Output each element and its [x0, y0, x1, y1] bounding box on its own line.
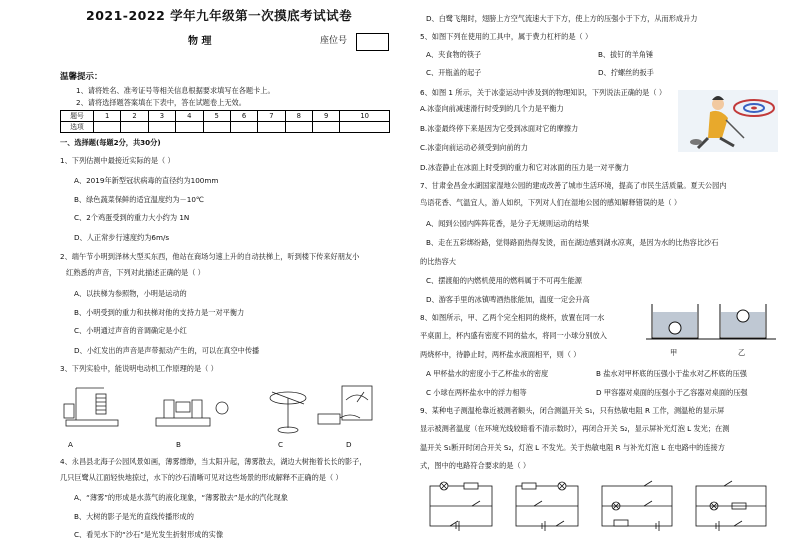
curling-player-illustration: [678, 90, 778, 152]
table-number-cell: 9: [313, 111, 340, 122]
q4-stem-line1: 4、永昌县北海子公园风景如画，薄雾缥缈，当太阳升起，薄雾散去，湖边大树拖着长长的影子，: [60, 457, 367, 466]
q4-option-a: A、“薄雾”的形成是水蒸气的液化现象，“薄雾散去”是水的汽化现象: [74, 493, 288, 502]
circuit-d: [696, 481, 766, 531]
q9-stem-line2: 显示被测者温度（在环境光线较暗看不清示数时），再闭合开关 S₂，显示屏补光灯泡 L 发光；在测: [420, 424, 730, 433]
q9-stem-line1: 9、某种电子测温枪靠近被测者额头，闭合测温开关 S₁，只有热敏电阻 R 工作，测温枪的显示屏: [420, 406, 725, 415]
answer-table-number-row: [61, 111, 390, 122]
seat-number-box[interactable]: [356, 33, 389, 51]
table-number-cell: 2: [121, 111, 148, 122]
q4-option-c: C、看见水下的“沙石”是光发生折射形成的实像: [74, 530, 224, 539]
q4-stem-line2: 几只巨鹭从江面轻快地掠过，水下的沙石清晰可见对这些场景的形成解释不正确的是（ ）: [60, 473, 343, 482]
table-number-cell: 3: [148, 111, 175, 122]
q9-stem-line3: 温开关 S₁断开时闭合开关 S₂，灯泡 L 不发光。关于热敏电阻 R 与补光灯泡 L 在电路中的连接方: [420, 443, 725, 452]
q8-option-a: A 甲杯盐水的密度小于乙杯盐水的密度: [426, 369, 549, 378]
circuit-a: [430, 482, 492, 531]
q5-option-d: D、拧螺丝的扳手: [598, 68, 654, 77]
q3-experiment-figures: [60, 380, 400, 438]
right-column: [420, 0, 780, 560]
q1-option-a: A、2019年新型冠状病毒的直径约为100mm: [74, 176, 219, 185]
answer-cell[interactable]: [285, 122, 312, 133]
exam-title: 2021-2022 学年九年级第一次摸底考试试卷: [86, 8, 353, 23]
answer-table: [60, 110, 390, 133]
answer-cell[interactable]: [176, 122, 203, 133]
answer-cell[interactable]: [258, 122, 285, 133]
seat-number-label: 座位号: [320, 36, 348, 46]
answer-cell[interactable]: [148, 122, 175, 133]
answer-cell[interactable]: [121, 122, 148, 133]
q5-option-a: A、夹食物的筷子: [426, 50, 482, 59]
subject-label: 物 理: [188, 36, 212, 47]
q7-option-c: C、摆渡船的内燃机使用的燃料属于不可再生能源: [426, 276, 582, 285]
q8-beakers-figure: [646, 300, 778, 344]
q4-option-d: D、白鹭飞翔时，翅膀上方空气流速大于下方，使上方的压强小于下方，从而形成升力: [426, 14, 698, 23]
q6-option-c: C.冰壶向前运动必须受到向前的力: [420, 143, 528, 152]
q9-circuit-diagrams: [424, 478, 774, 538]
table-number-cell: 8: [285, 111, 312, 122]
table-number-cell: 7: [258, 111, 285, 122]
q5-stem: 5、如图下列在使用的工具中，属于费力杠杆的是（ ）: [420, 32, 593, 41]
q2-option-b: B、小明受到的重力和扶梯对他的支持力是一对平衡力: [74, 308, 245, 317]
q2-option-d: D、小红发出的声音是声带振动产生的，可以在真空中传播: [74, 346, 260, 355]
answer-cell[interactable]: [313, 122, 340, 133]
answer-table-option-row: [61, 122, 390, 133]
q7-option-a: A、闻到公园内阵阵花香，是分子无规则运动的结果: [426, 219, 590, 228]
circuit-b: [516, 482, 578, 531]
q2-option-a: A、以扶梯为参照物，小明是运动的: [74, 289, 187, 298]
table-number-cell: 10: [340, 111, 390, 122]
beaker-yi: [720, 304, 766, 338]
q3-figure-c: [270, 392, 306, 433]
answer-cell[interactable]: [203, 122, 230, 133]
q8-option-c: C 小球在两杯盐水中的浮力相等: [426, 388, 527, 397]
q8-option-d: D 甲容器对桌面的压强小于乙容器对桌面的压强: [596, 388, 748, 397]
q7-option-b-line1: B、走在五彩绑纷路，觉得路面热得发烫，而在湖边感到湖水凉爽，是因为水的比热容比沙石: [426, 238, 719, 247]
q5-option-b: B、拔钉的羊角锤: [598, 50, 654, 59]
q8-label-jia: 甲: [670, 348, 678, 357]
q9-stem-line4: 式，图中的电路符合要求的是（ ）: [420, 461, 531, 470]
table-number-cell: 6: [230, 111, 257, 122]
q2-stem-line1: 2、端午节小明到泽林大型买东西，他站在商场匀速上升的自动扶梯上，听到楼下传来好朋友小: [60, 252, 360, 261]
section-heading: 一、选择题(每题2分，共30分): [60, 138, 161, 147]
q3-label-a: A: [68, 440, 73, 449]
table-number-cell: 5: [203, 111, 230, 122]
q7-stem-line2: 鸟语花香、气温宜人，游人如织，下列对人们在湿地公园的感知解释错误的是（ ）: [420, 198, 682, 207]
q3-figure-a: [64, 388, 118, 426]
table-number-cell: 4: [176, 111, 203, 122]
q7-stem-line1: 7、甘肃金昌金水湖国家湿地公园的建成改善了城市生活环境，提高了市民生活质量。夏天公园内: [420, 181, 727, 190]
q3-label-d: D: [346, 440, 352, 449]
circuit-c: [602, 481, 672, 531]
answer-cell[interactable]: [94, 122, 121, 133]
answer-cell[interactable]: [230, 122, 257, 133]
q8-stem-line1: 8、如图所示，甲、乙两个完全相同的烧杯，放置在同一水: [420, 313, 605, 322]
beaker-jia: [652, 304, 698, 338]
left-column: [46, 0, 404, 560]
q6-option-d: D.冰壶静止在冰面上时受到的重力和它对冰面的压力是一对平衡力: [420, 163, 630, 172]
q1-option-c: C、2个鸡蛋受到的重力大小约为 1N: [74, 213, 190, 222]
q8-stem-line2: 平桌面上，杯内盛有密度不同的盐水，将同一小球分别放入: [420, 331, 607, 340]
q2-stem-line2: 红熟悉的声音，下列对此描述正确的是（ ）: [66, 268, 205, 277]
tip-line-2: 2、请将选择题答案填在下表中，答在试题卷上无效。: [76, 98, 246, 107]
q3-label-b: B: [176, 440, 181, 449]
q7-option-b-line2: 的比热容大: [420, 257, 456, 266]
q6-option-a: A.冰壶向前减速滑行时受到的几个力是平衡力: [420, 104, 564, 113]
q8-option-b: B 盐水对甲杯底的压强小于盐水对乙杯底的压强: [596, 369, 747, 378]
q3-figure-d: [318, 386, 372, 424]
q1-stem: 1、下列估测中最接近实际的是（ ）: [60, 156, 175, 165]
q6-option-b: B.冰壶最终停下来是因为它受到冰面对它的摩擦力: [420, 124, 579, 133]
tips-heading: 温馨提示：: [60, 72, 103, 82]
q2-option-c: C、小明通过声音的音调确定是小红: [74, 326, 187, 335]
table-header-cell: 选项: [61, 122, 94, 133]
q1-option-b: B、绿色蔬菜保鲜的适宜温度约为－10℃: [74, 195, 204, 204]
q3-stem: 3、下列实验中，能说明电动机工作原理的是（ ）: [60, 364, 218, 373]
q8-stem-line3: 两烧杯中，待静止时，两杯盐水液面相平，则（ ）: [420, 350, 581, 359]
answer-cell[interactable]: [340, 122, 390, 133]
table-header-cell: 题号: [61, 111, 94, 122]
q6-stem: 6、如图 1 所示，关于冰壶运动中涉及到的物理知识，下列说法正确的是（ ）: [420, 88, 667, 97]
q3-figure-b: [156, 400, 228, 426]
tip-line-1: 1、请将姓名、准考证号等相关信息根据要求填写在各题卡上。: [76, 86, 275, 95]
q5-option-c: C、开瓶盖的起子: [426, 68, 482, 77]
table-number-cell: 1: [94, 111, 121, 122]
q1-option-d: D、人正常步行速度约为6m/s: [74, 233, 170, 242]
q3-label-c: C: [278, 440, 284, 449]
q8-label-yi: 乙: [738, 348, 746, 357]
q7-option-d: D、游客手里的冰镇啤酒热胀能加，温度一定会升高: [426, 295, 590, 304]
q4-option-b: B、大树的影子是光的直线传播形成的: [74, 512, 194, 521]
